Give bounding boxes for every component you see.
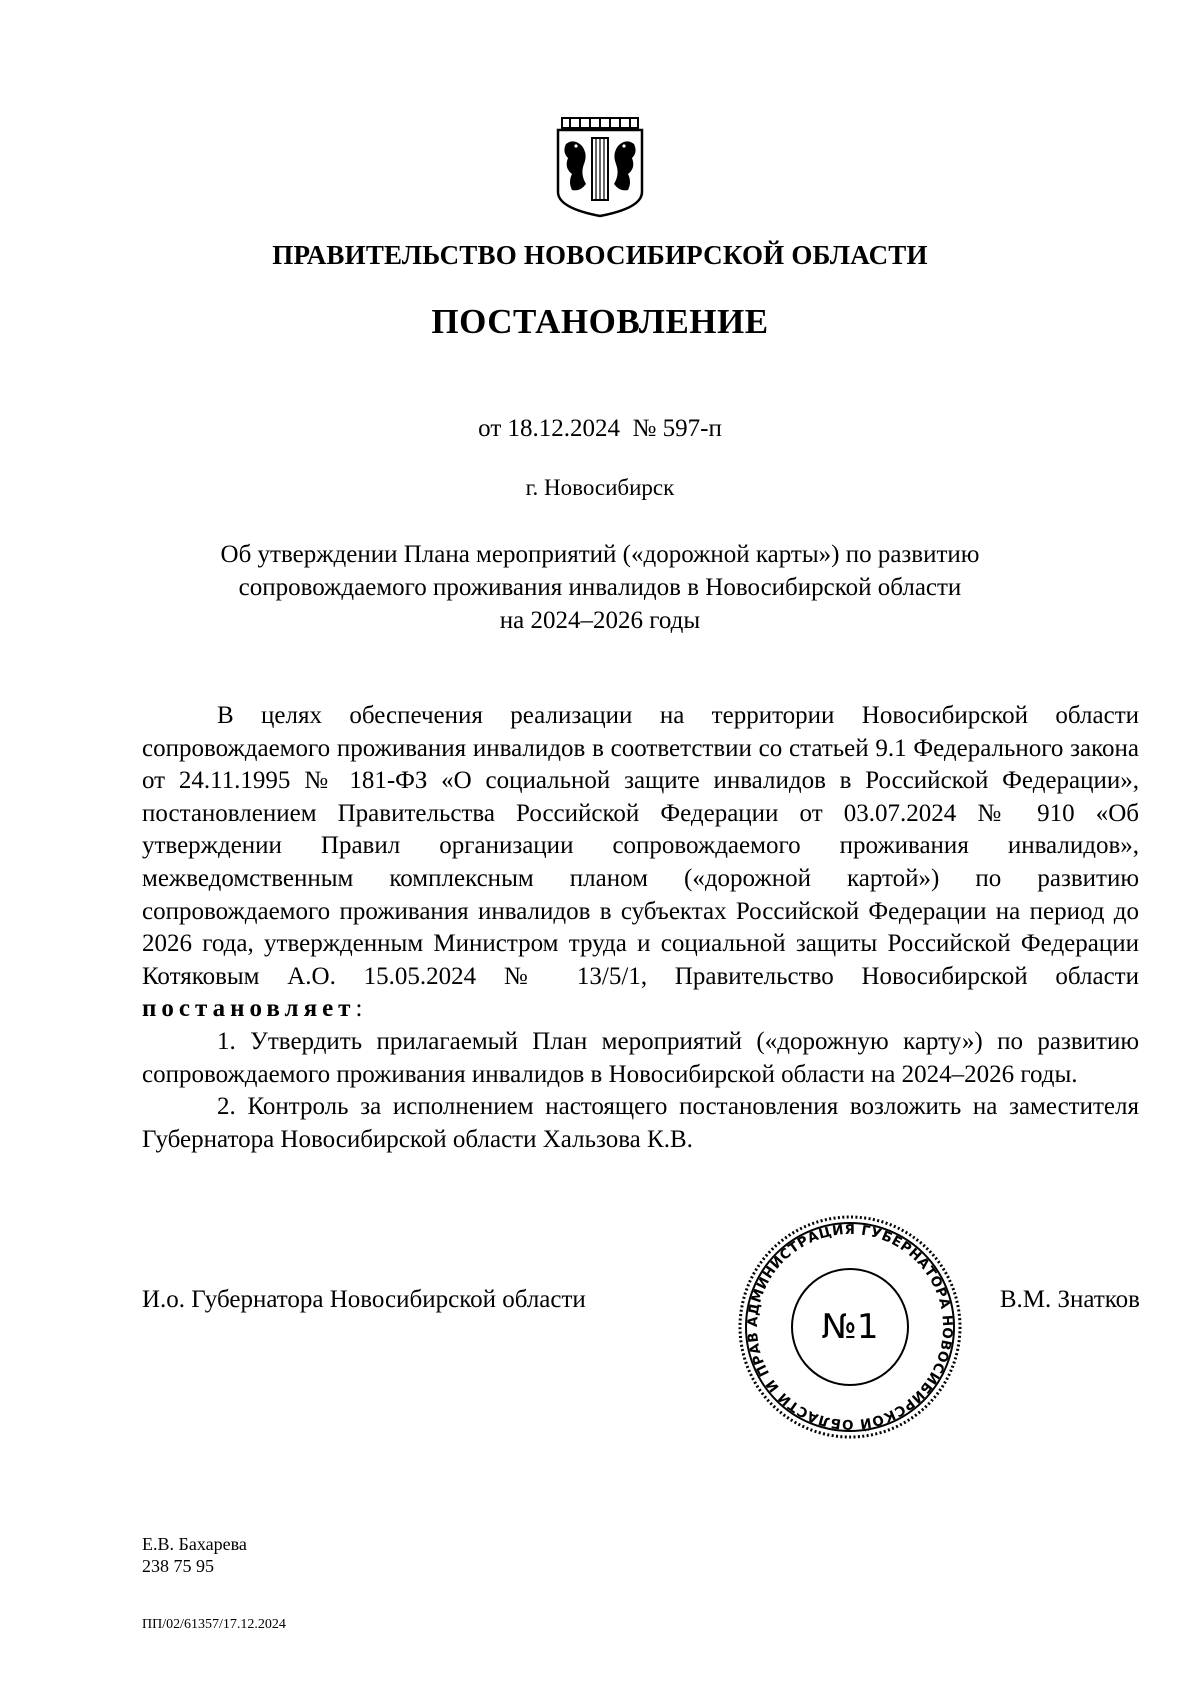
preamble-paragraph xyxy=(142,700,1139,1026)
clause-paragraph: 2. Контроль за исполнением настоящего постановления возложить на заместителя Губернатора Новосибирской области Хальзова К.В. xyxy=(142,1093,1139,1153)
document-code: ПП/02/61357/17.12.2024 xyxy=(142,1617,286,1632)
clause-paragraph: 1. Утвердить прилагаемый План мероприятий («дорожную карту») по развитию сопровождаемого проживания инвалидов в Новосибирской области на 2024–2026 годы. xyxy=(142,1027,1139,1088)
organization-name: ПРАВИТЕЛЬСТВО НОВОСИБИРСКОЙ ОБЛАСТИ xyxy=(272,240,928,270)
document-type: ПОСТАНОВЛЕНИЕ xyxy=(431,302,769,341)
decree-word: постановляет xyxy=(142,995,356,1023)
executor-name: Е.В. Бахарева xyxy=(142,1534,247,1554)
title-line: на 2024–2026 годы xyxy=(499,607,701,634)
seal-text: АДМИНИСТРАЦИЯ ГУБЕРНАТОРА НОВОСИБИРСКОЙ ОБЛАСТИ И ПРАВ xyxy=(744,1221,956,1433)
coat-of-arms-icon xyxy=(550,112,650,220)
signatory-position: И.о. Губернатора Новосибирской области xyxy=(142,1286,586,1313)
document-date-number: от 18.12.2024 № 597-п xyxy=(478,415,722,442)
executor-info xyxy=(142,1533,247,1577)
official-seal-icon xyxy=(735,1212,965,1442)
preamble-text: В целях обеспечения реализации на территории Новосибирской области сопровождаемого проживания инвалидов в соответствии со статьей 9.1 Федерального закона от 24.11.1995 № 181-ФЗ «О социальной защите инвалидов в Российской Федерации», постановлением Правительства Российской Федерации от 03.07.2024 № 910 «Об утверждении Правил организации сопровождаемого проживания инвалидов», межведомственным комплексным планом («дорожной картой») по развитию сопровождаемого проживания инвалидов в субъектах Российской Федерации на период до 2026 года, утвержденным Министром труда и социальной защиты Российской Федерации Котяковым А.О. 15.05.2024 № 13/5/1, Правительство Новосибирской области xyxy=(142,702,1139,990)
document-title xyxy=(0,538,1200,637)
seal-number: №1 xyxy=(821,1307,879,1347)
title-line: Об утверждении Плана мероприятий («дорожной карты») по развитию xyxy=(220,541,980,568)
executor-phone: 238 75 95 xyxy=(142,1556,214,1576)
document-city: г. Новосибирск xyxy=(525,475,675,500)
document-body xyxy=(142,700,1139,1156)
title-line: сопровождаемого проживания инвалидов в Новосибирской области xyxy=(238,574,962,601)
preamble-end: : xyxy=(355,995,363,1023)
signatory-name: В.М. Знатков xyxy=(999,1286,1140,1313)
